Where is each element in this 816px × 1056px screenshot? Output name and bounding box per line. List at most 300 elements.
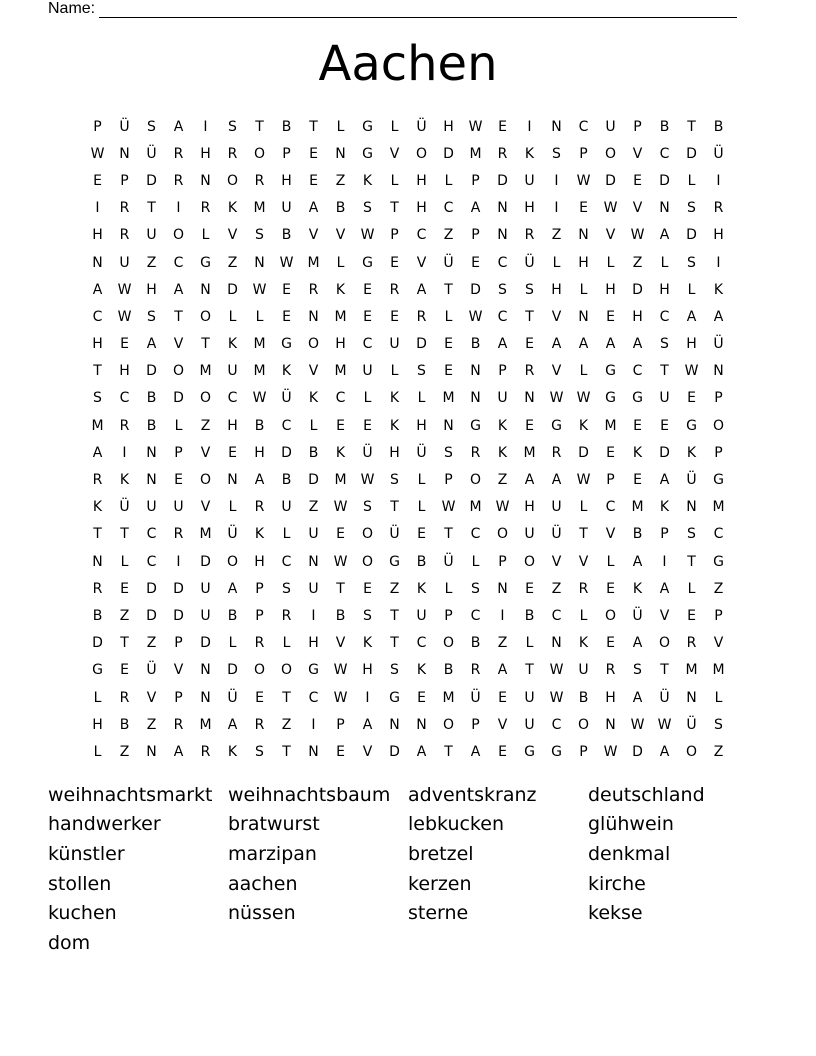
grid-cell: O [658,635,671,652]
word-list-item: deutschland [588,783,705,806]
grid-cell: O [307,336,320,353]
grid-cell: M [307,254,320,271]
grid-cell: K [362,172,373,189]
grid-cell: K [389,390,400,407]
grid-cell: E [120,336,129,353]
grid-cell: Z [335,172,346,189]
grid-cell: H [254,444,265,461]
grid-cell: R [308,281,319,298]
grid-cell: U [200,607,211,624]
grid-cell: L [525,635,534,652]
grid-cell: U [173,499,184,516]
grid-cell: H [632,308,643,325]
grid-cell: L [228,308,237,325]
grid-cell: A [659,472,670,489]
word-list-item: bratwurst [228,813,320,836]
grid-cell: O [226,553,239,570]
grid-cell: C [227,390,238,407]
grid-cell: K [335,444,346,461]
grid-cell: C [551,607,562,624]
grid-cell: V [551,308,562,325]
grid-cell: L [390,363,399,380]
grid-cell: V [605,227,616,244]
grid-cell: B [470,635,481,652]
grid-cell: E [660,417,669,434]
grid-cell: D [416,336,427,353]
grid-cell: S [93,390,102,407]
grid-cell: R [254,172,265,189]
grid-cell: Z [632,254,643,271]
grid-cell: T [390,200,399,217]
grid-cell: N [200,662,211,679]
grid-cell: L [282,526,291,543]
grid-cell: O [280,662,293,679]
grid-cell: C [335,390,346,407]
grid-cell: D [146,607,157,624]
grid-cell: Z [551,227,562,244]
grid-cell: L [606,254,615,271]
grid-cell: Ü [713,145,724,162]
word-list-item: stollen [48,872,112,895]
grid-cell: B [119,716,130,733]
grid-cell: C [470,607,481,624]
grid-cell: A [659,580,670,597]
grid-cell: W [657,716,672,733]
grid-cell: E [606,308,615,325]
grid-cell: Ü [632,607,643,624]
grid-cell: E [606,444,615,461]
grid-cell: O [469,472,482,489]
grid-cell: C [308,689,319,706]
grid-cell: P [255,580,264,597]
grid-cell: P [714,444,723,461]
grid-cell: E [390,254,399,271]
grid-cell: K [389,417,400,434]
grid-cell: L [417,499,426,516]
grid-cell: L [93,689,102,706]
grid-cell: V [308,227,319,244]
grid-cell: E [309,145,318,162]
grid-cell: T [282,689,291,706]
grid-cell: H [578,254,589,271]
grid-cell: K [416,662,427,679]
grid-cell: Z [146,254,157,271]
grid-cell: R [605,662,616,679]
grid-cell: D [200,635,211,652]
grid-cell: H [524,200,535,217]
grid-cell: T [444,281,453,298]
grid-cell: H [443,118,454,135]
grid-cell: E [687,390,696,407]
grid-cell: L [201,227,210,244]
grid-cell: D [281,444,292,461]
word-list-item: denkmal [588,842,671,865]
grid-cell: E [336,743,345,760]
grid-cell: N [470,363,481,380]
grid-cell: Ü [686,472,697,489]
grid-cell: W [360,472,375,489]
grid-cell: H [389,444,400,461]
grid-cell: P [93,118,102,135]
grid-cell: U [281,200,292,217]
grid-cell: Ü [659,689,670,706]
grid-cell: K [497,417,508,434]
word-list-item: dom [48,931,91,954]
grid-cell: K [632,444,643,461]
grid-cell: O [415,145,428,162]
grid-cell: V [632,145,643,162]
grid-cell: Z [713,743,724,760]
grid-cell: B [254,417,265,434]
grid-cell: S [660,336,669,353]
grid-cell: O [253,145,266,162]
grid-cell: L [363,390,372,407]
word-list-item: glühwein [588,813,674,836]
grid-cell: Ü [524,254,535,271]
grid-cell: T [444,526,453,543]
grid-cell: C [416,227,427,244]
grid-cell: E [174,472,183,489]
grid-cell: T [390,499,399,516]
grid-cell: B [659,118,670,135]
grid-cell: A [254,472,265,489]
grid-cell: A [713,308,724,325]
grid-cell: L [120,553,129,570]
grid-cell: B [281,227,292,244]
grid-cell: A [497,336,508,353]
grid-cell: K [524,145,535,162]
grid-cell: D [632,743,643,760]
grid-cell: S [390,662,399,679]
grid-cell: S [633,662,642,679]
grid-cell: R [524,227,535,244]
grid-cell: U [524,172,535,189]
grid-cell: A [92,281,103,298]
grid-cell: B [335,607,346,624]
grid-cell: H [416,172,427,189]
grid-cell: P [606,472,615,489]
grid-cell: R [470,662,481,679]
grid-cell: E [336,417,345,434]
word-list-item: kirche [588,872,646,895]
grid-cell: Z [497,635,508,652]
grid-cell: Z [713,580,724,597]
grid-cell: I [176,200,181,217]
grid-cell: T [201,336,210,353]
grid-cell: C [146,553,157,570]
grid-cell: I [122,444,127,461]
grid-cell: R [173,526,184,543]
grid-cell: R [416,308,427,325]
grid-cell: D [173,580,184,597]
grid-cell: K [497,444,508,461]
grid-cell: W [90,145,105,162]
grid-cell: Ü [362,444,373,461]
grid-cell: L [174,417,183,434]
grid-cell: S [255,227,264,244]
grid-cell: B [308,444,319,461]
grid-cell: Ü [227,526,238,543]
grid-cell: O [253,662,266,679]
grid-cell: H [227,417,238,434]
grid-cell: S [498,281,507,298]
grid-cell: L [309,417,318,434]
grid-cell: D [686,145,697,162]
grid-cell: S [147,308,156,325]
grid-cell: A [632,689,643,706]
grid-cell: V [605,526,616,543]
grid-cell: N [524,390,535,407]
grid-cell: W [117,281,132,298]
grid-cell: L [444,580,453,597]
grid-cell: D [173,390,184,407]
grid-cell: H [713,227,724,244]
grid-cell: W [549,390,564,407]
grid-cell: W [468,118,483,135]
grid-cell: G [281,336,292,353]
grid-cell: L [552,254,561,271]
grid-cell: P [633,118,642,135]
grid-cell: C [713,526,724,543]
grid-cell: R [524,363,535,380]
grid-cell: O [172,363,185,380]
grid-cell: U [659,390,670,407]
word-list-item: aachen [228,872,298,895]
grid-cell: G [362,118,373,135]
grid-cell: Ü [686,716,697,733]
grid-cell: Z [281,716,292,733]
grid-cell: E [498,118,507,135]
grid-cell: L [93,743,102,760]
grid-cell: R [470,444,481,461]
grid-cell: M [253,200,266,217]
grid-cell: W [252,390,267,407]
grid-cell: D [470,281,481,298]
grid-cell: H [659,281,670,298]
grid-cell: K [254,526,265,543]
grid-cell: D [443,145,454,162]
grid-cell: R [92,472,103,489]
grid-cell: V [551,363,562,380]
grid-cell: G [605,363,616,380]
grid-cell: I [203,118,208,135]
grid-cell: E [363,308,372,325]
grid-cell: M [91,417,104,434]
grid-cell: W [495,499,510,516]
grid-cell: V [173,662,184,679]
grid-cell: I [716,254,721,271]
grid-cell: A [686,308,697,325]
grid-cell: D [632,281,643,298]
grid-cell: D [146,363,157,380]
grid-cell: N [551,118,562,135]
grid-cell: Z [551,580,562,597]
grid-cell: I [176,553,181,570]
grid-cell: I [311,607,316,624]
grid-cell: U [308,526,319,543]
word-list-item: künstler [48,842,125,865]
grid-cell: E [120,662,129,679]
grid-cell: H [605,281,616,298]
grid-cell: R [254,716,265,733]
word-list-item: bretzel [408,842,474,865]
grid-cell: C [146,526,157,543]
grid-cell: S [228,118,237,135]
grid-cell: V [362,743,373,760]
grid-cell: H [254,553,265,570]
grid-cell: E [336,526,345,543]
grid-cell: T [336,580,345,597]
grid-cell: U [416,607,427,624]
word-list-item: sterne [408,902,469,925]
grid-cell: C [443,200,454,217]
grid-cell: M [712,499,725,516]
grid-cell: I [365,689,370,706]
grid-cell: S [687,254,696,271]
grid-cell: D [686,227,697,244]
grid-cell: C [551,716,562,733]
grid-cell: G [686,417,697,434]
grid-cell: D [659,172,670,189]
grid-cell: N [416,716,427,733]
grid-cell: R [254,499,265,516]
grid-cell: N [686,689,697,706]
grid-cell: P [282,145,291,162]
grid-cell: S [687,200,696,217]
grid-cell: V [227,227,238,244]
grid-cell: P [498,363,507,380]
grid-cell: H [524,499,535,516]
name-label: Name: [48,0,96,17]
grid-cell: Z [227,254,238,271]
grid-cell: L [336,254,345,271]
grid-cell: K [632,580,643,597]
grid-cell: Ü [470,689,481,706]
grid-cell: O [523,553,536,570]
grid-cell: A [632,336,643,353]
grid-cell: W [603,200,618,217]
grid-cell: A [632,553,643,570]
grid-cell: E [282,308,291,325]
grid-cell: W [333,662,348,679]
grid-cell: C [605,499,616,516]
word-list-item: kuchen [48,902,117,925]
grid-cell: P [174,444,183,461]
grid-cell: P [174,689,183,706]
grid-cell: T [309,118,318,135]
grid-cell: K [659,499,670,516]
grid-cell: U [578,662,589,679]
grid-cell: P [390,227,399,244]
grid-cell: C [470,526,481,543]
grid-cell: G [524,743,535,760]
grid-cell: O [712,417,725,434]
grid-cell: U [524,689,535,706]
grid-cell: N [497,227,508,244]
grid-cell: Z [146,635,157,652]
grid-cell: L [687,281,696,298]
grid-cell: Ü [416,444,427,461]
grid-cell: T [444,743,453,760]
grid-cell: N [470,390,481,407]
grid-cell: P [471,227,480,244]
grid-cell: O [226,172,239,189]
grid-cell: Z [497,472,508,489]
grid-cell: O [604,145,617,162]
grid-cell: D [308,472,319,489]
grid-cell: P [444,607,453,624]
grid-cell: Ü [416,118,427,135]
grid-cell: R [389,281,400,298]
grid-cell: M [442,689,455,706]
grid-cell: L [579,499,588,516]
grid-cell: U [524,526,535,543]
grid-cell: L [390,172,399,189]
grid-cell: W [333,499,348,516]
grid-cell: C [281,417,292,434]
word-list-item: adventskranz [408,783,537,806]
grid-cell: A [578,336,589,353]
grid-cell: A [416,743,427,760]
grid-cell: Ü [227,689,238,706]
grid-cell: W [549,662,564,679]
grid-cell: M [685,662,698,679]
grid-cell: E [525,417,534,434]
grid-cell: T [390,635,399,652]
grid-cell: Z [200,417,211,434]
word-list-item: nüssen [228,902,296,925]
grid-cell: S [444,444,453,461]
grid-cell: E [417,689,426,706]
grid-cell: P [471,172,480,189]
grid-cell: U [524,716,535,733]
grid-cell: E [255,689,264,706]
grid-cell: N [308,308,319,325]
grid-cell: H [416,417,427,434]
grid-cell: B [578,689,589,706]
grid-cell: P [255,607,264,624]
grid-cell: O [496,526,509,543]
grid-cell: Z [389,580,400,597]
grid-cell: Ü [119,118,130,135]
grid-cell: W [576,172,591,189]
grid-cell: P [336,716,345,733]
grid-cell: T [525,662,534,679]
grid-cell: T [93,526,102,543]
grid-cell: N [713,363,724,380]
grid-cell: Z [119,607,130,624]
grid-cell: U [362,363,373,380]
grid-cell: C [92,308,103,325]
grid-cell: N [146,472,157,489]
grid-cell: A [659,227,670,244]
grid-cell: N [308,743,319,760]
grid-cell: Z [443,227,454,244]
grid-cell: A [92,444,103,461]
grid-cell: E [93,172,102,189]
grid-cell: V [173,336,184,353]
grid-cell: W [333,689,348,706]
grid-cell: B [443,662,454,679]
grid-cell: L [255,308,264,325]
grid-cell: C [632,363,643,380]
grid-cell: E [471,254,480,271]
grid-cell: M [334,363,347,380]
grid-cell: L [336,118,345,135]
word-list-item: kekse [588,902,643,925]
grid-cell: R [119,227,130,244]
page-title: Aachen [318,36,498,92]
